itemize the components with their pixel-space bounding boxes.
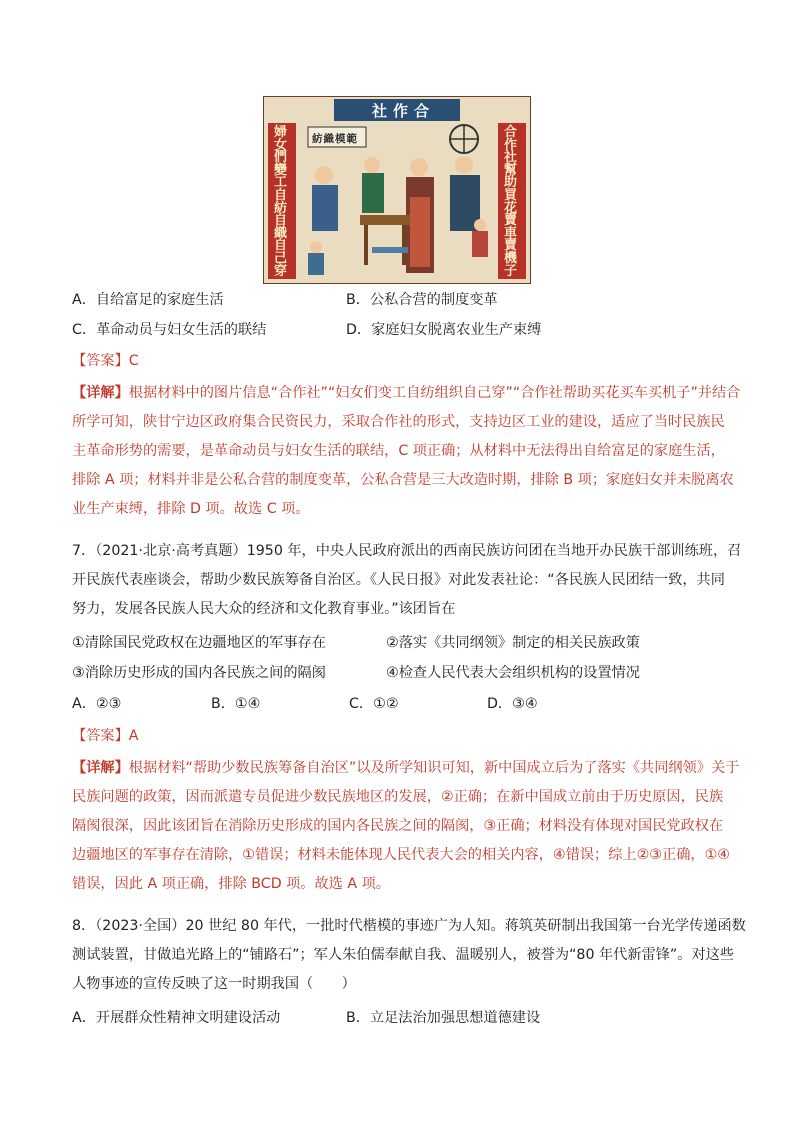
q7-item-3: ③消除历史形成的国内各民族之间的隔阂 [72,665,326,681]
q8-option-a: A．开展群众性精神文明建设活动 [72,1010,281,1026]
q7-option-a: A．②③ [72,696,122,712]
q7-detail-label: 【详解】 [72,760,129,776]
cooperative-poster-image [263,96,531,284]
q6-detail-line-1: 【详解】根据材料中的图片信息“合作社”“妇女们变工自纺组织自己穿”“合作社帮助买花买车买机子”并结合 [72,385,741,401]
poster-right-banner: 合作社幫助買花賣車賣機子 [504,125,518,279]
q7-option-b: B．①④ [211,696,261,712]
q6-answer-value: C [128,353,139,369]
q7-option-d: D．③④ [487,696,538,712]
q7-detail-line-2: 民族问题的政策，因而派遣专员促进少数民族地区的发展，②正确；在新中国成立前由于历史原因，民族 [72,789,724,805]
q7-option-c: C．①② [349,696,399,712]
q6-option-d: D．家庭妇女脱离农业生产束缚 [346,322,542,338]
q7-answer-label: 【答案】 [72,728,129,744]
q6-option-a: A．自给富足的家庭生活 [72,292,224,308]
q6-detail-line-4: 排除 A 项；材料并非是公私合营的制度变革，公私合营是三大改造时期，排除 B 项；家庭妇女并未脱离农 [72,472,734,488]
q7-detail-line-4: 边疆地区的军事存在清除，①错误；材料未能体现人民代表大会的相关内容，④错误；综上②③正确，①④ [72,847,731,863]
q7-detail-line-1: 【详解】根据材料“帮助少数民族筹备自治区”以及所学知识可知，新中国成立后为了落实《共同纲领》关于 [72,760,740,776]
q7-line-2: 开民族代表座谈会，帮助少数民族筹备自治区。《人民日报》对此发表社论：“各民族人民团结一致，共同 [72,572,725,588]
q7-answer-value: A [128,728,139,744]
q7-detail-line-5: 错误，因此 A 项正确，排除 BCD 项。故选 A 项。 [72,876,390,892]
q6-detail-line-5: 业生产束缚，排除 D 项。故选 C 项。 [72,501,310,517]
q6-detail [72,379,741,524]
poster-top-title: 社作合 [372,102,436,120]
q7-detail [72,754,740,899]
q8-line-2: 测试装置，甘做追光路上的“铺路石”；军人朱伯儒奉献自我、温暖别人，被誉为“80 年代新雷锋”。对这些 [72,947,735,963]
q6-option-b: B．公私合营的制度变革 [346,292,498,308]
q7-item-1: ①清除国民党政权在边疆地区的军事存在 [72,635,326,651]
q7-answer [72,721,138,751]
q6-detail-line-3: 主革命形势的需要，是革命动员与妇女生活的联结，C 项正确；从材料中无法得出自给富足的家庭生活， [72,443,725,459]
q7-line-3: 努力，发展各民族人民大众的经济和文化教育事业。”该团旨在 [72,601,456,617]
q8-line-3: 人物事迹的宣传反映了这一时期我国（ ） [72,976,356,992]
q8-question [72,912,746,999]
q8-option-b: B．立足法治加强思想道德建设 [346,1010,541,1026]
q6-detail-line-2: 所学可知，陕甘宁边区政府集合民资民力，采取合作社的形式，支持边区工业的建设，适应了当时民族民 [72,414,725,430]
q7-item-2: ②落实《共同纲领》制定的相关民族政策 [386,635,640,651]
q6-option-c: C．革命动员与妇女生活的联结 [72,322,267,338]
q6-detail-label: 【详解】 [72,385,129,401]
q7-detail-line-3: 隔阂很深，因此该团旨在消除历史形成的国内各民族之间的隔阂，③正确；材料没有体现对国民党政权在 [72,818,724,834]
q8-line-1: 8．（2023·全国）20 世纪 80 年代，一批时代楷模的事迹广为人知。蒋筑英研制出我国第一台光学传递函数 [72,918,746,934]
q6-answer-label: 【答案】 [72,353,129,369]
q6-answer [72,346,139,376]
poster-illustration [264,97,530,283]
q7-question [72,537,742,624]
poster-sign: 紡織模範 [312,133,358,145]
q7-item-4: ④检查人民代表大会组织机构的设置情况 [386,665,640,681]
q7-line-1: 7．（2021·北京·高考真题）1950 年，中央人民政府派出的西南民族访问团在当地开办民族干部训练班，召 [72,543,742,559]
poster-left-banner: 婦女們變工自紡自織自己穿 [274,125,288,279]
